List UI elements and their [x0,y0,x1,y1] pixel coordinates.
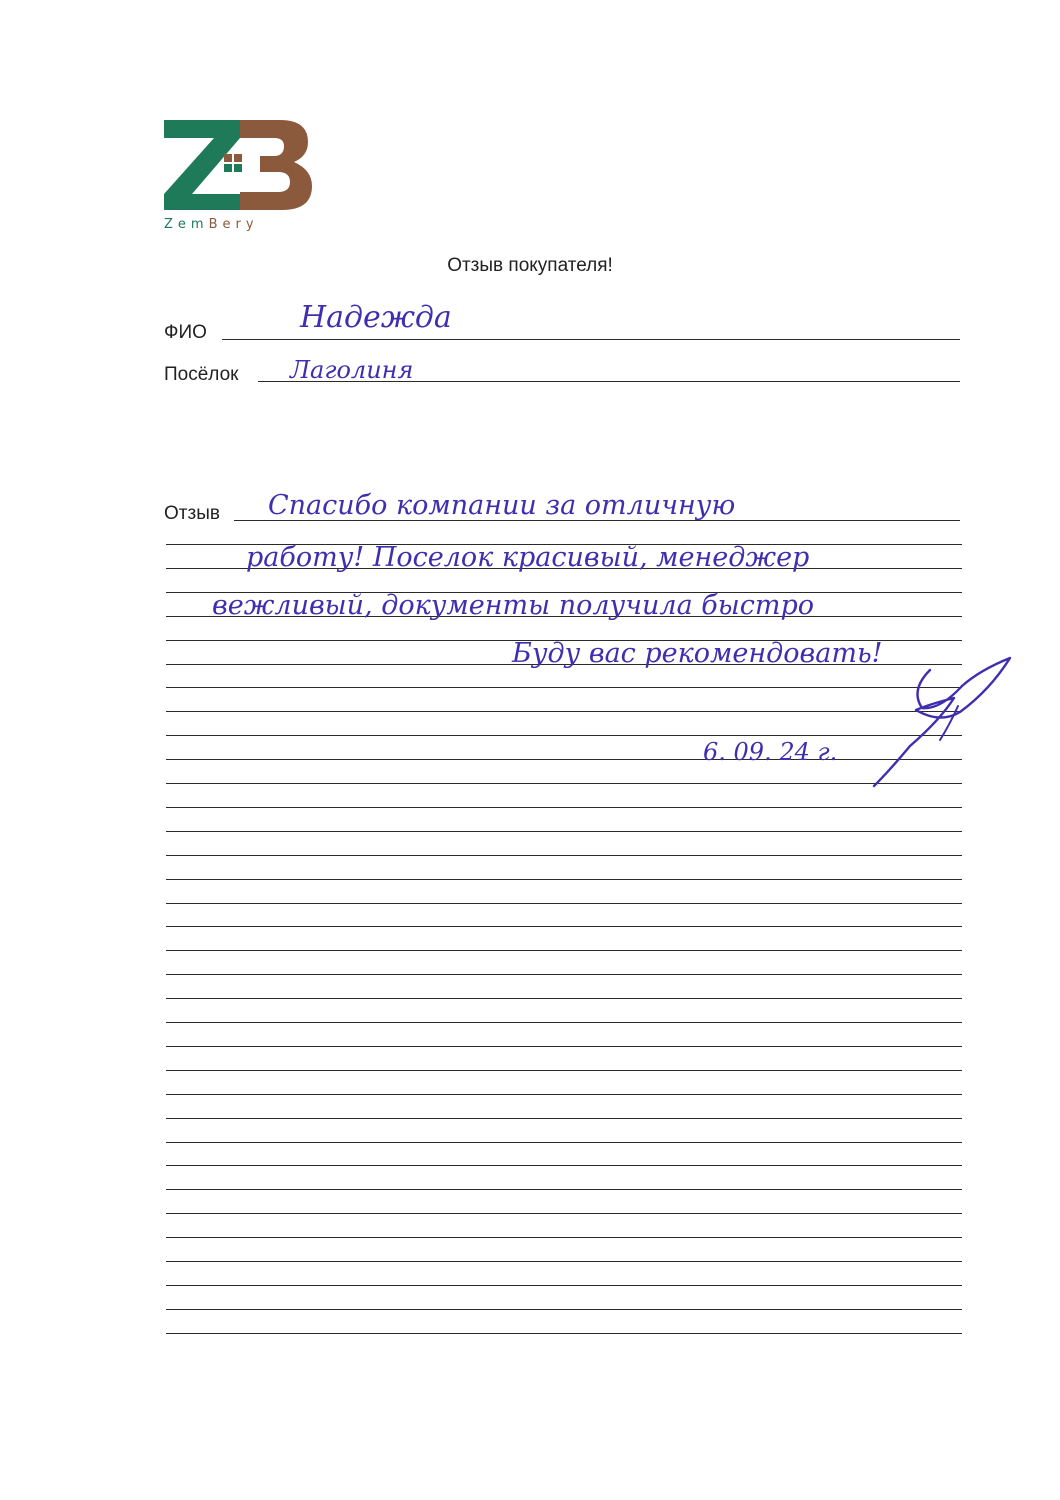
name-label: ФИО [164,322,207,343]
ruled-line [166,759,962,760]
review-line-1: Спасибо компании за отличную [268,490,736,521]
ruled-line [166,807,962,808]
ruled-line [166,1022,962,1023]
form-title: Отзыв покупателя! [447,255,613,276]
settlement-label: Посёлок [164,364,239,385]
brand-name-part1: Zem [164,217,209,232]
handwritten-settlement: Лаголиня [290,356,414,384]
ruled-line [166,783,962,784]
ruled-line [166,998,962,999]
ruled-line [166,1261,962,1262]
ruled-line [166,1213,962,1214]
review-line-2: работу! Поселок красивый, менеджер [246,542,810,573]
signature-icon [870,650,1030,800]
ruled-line [166,1070,962,1071]
ruled-line [166,1285,962,1286]
ruled-line [166,1142,962,1143]
ruled-line [166,1333,962,1334]
ruled-line [166,1237,962,1238]
ruled-line [166,1046,962,1047]
ruled-line [166,1094,962,1095]
review-label: Отзыв [164,503,220,524]
review-line-4: Буду вас рекомендовать! [512,638,883,669]
review-date: 6. 09. 24 г. [703,738,838,766]
ruled-line [166,855,962,856]
brand-name [164,217,259,232]
ruled-line [166,1189,962,1190]
ruled-line [166,903,962,904]
ruled-line [166,926,962,927]
ruled-line [166,687,962,688]
ruled-line [166,974,962,975]
ruled-line [166,1309,962,1310]
ruled-line [166,735,962,736]
review-line-3: вежливый, документы получила быстро [212,590,814,621]
ruled-line [166,831,962,832]
ruled-line [166,711,962,712]
ruled-line [166,950,962,951]
ruled-line [166,879,962,880]
brand-name-part2: Bery [208,217,259,232]
name-field-line [222,339,960,340]
ruled-line [166,1165,962,1166]
ruled-line [166,1118,962,1119]
handwritten-name: Надежда [300,300,452,335]
